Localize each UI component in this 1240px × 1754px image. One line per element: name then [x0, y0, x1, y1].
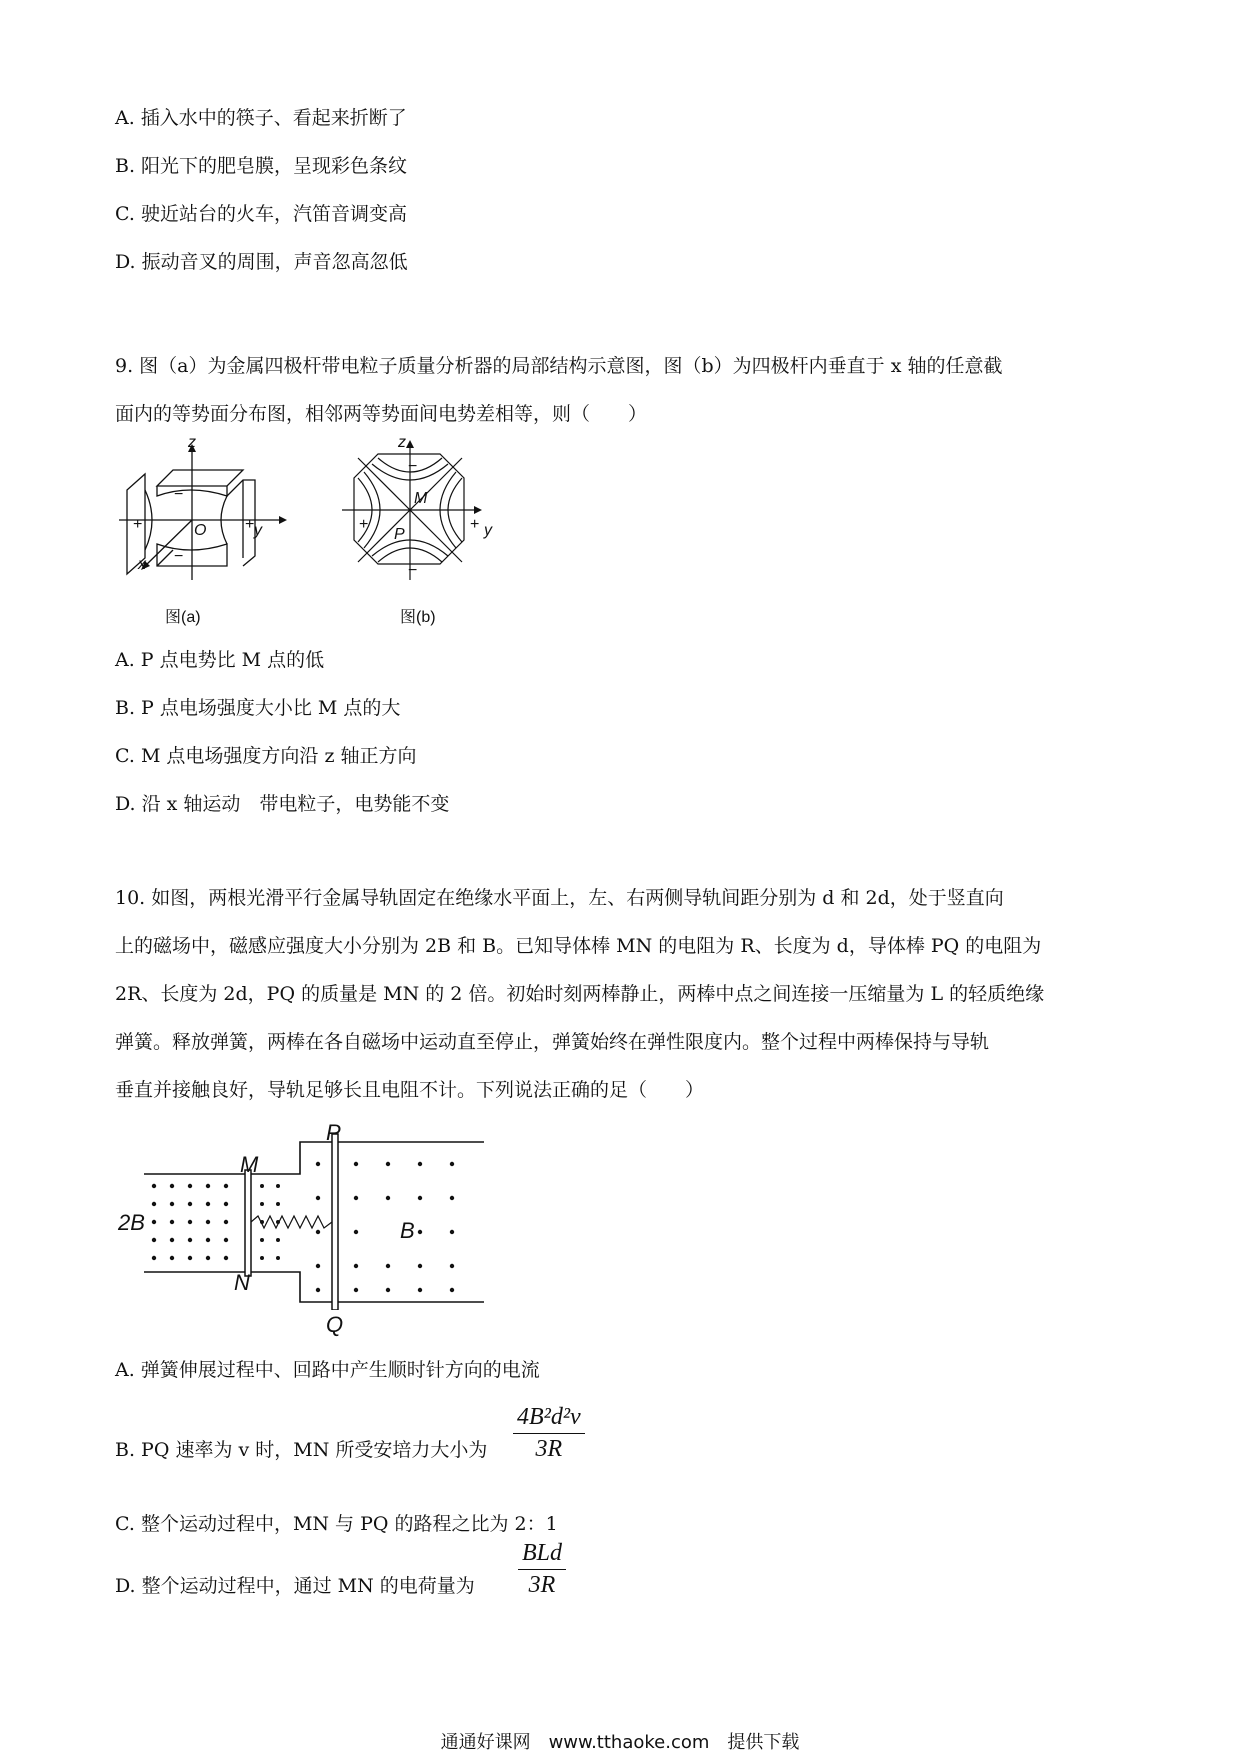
field-dot: [354, 1288, 358, 1292]
field-dot: [224, 1256, 228, 1260]
field-dot: [418, 1230, 422, 1234]
q10-option-b-prefix: B. PQ 速率为 v 时，MN 所受安培力大小为: [115, 1439, 488, 1461]
page-footer: 通通好课网 www.tthaoke.com 提供下载: [440, 1732, 800, 1753]
q10-label-b: B: [400, 1218, 415, 1243]
q9-stem-line-1: 9. 图（a）为金属四极杆带电粒子质量分析器的局部结构示意图，图（b）为四极杆内垂直于 x 轴的任意截: [115, 355, 1003, 377]
field-dot: [188, 1220, 192, 1224]
field-dot: [354, 1230, 358, 1234]
field-dot: [152, 1238, 156, 1242]
field-dot: [152, 1184, 156, 1188]
field-dot: [316, 1264, 320, 1268]
q10-stem-line-3: 2R、长度为 2d，PQ 的质量是 MN 的 2 倍。初始时刻两棒静止，两棒中点之间连接一压缩量为 L 的轻质绝缘: [115, 983, 1045, 1005]
q10-stem-line-1: 10. 如图，两根光滑平行金属导轨固定在绝缘水平面上，左、右两侧导轨间距分别为 d 和 2d，处于竖直向: [115, 887, 1004, 909]
field-dot: [206, 1220, 210, 1224]
q10-option-d-numerator: BLd: [518, 1540, 566, 1570]
field-dot: [188, 1238, 192, 1242]
q10-label-2b: 2B: [118, 1210, 145, 1235]
fig-b-top-minus: −: [408, 458, 418, 475]
field-dot: [188, 1184, 192, 1188]
field-dot: [418, 1288, 422, 1292]
fig-a-left-plus: +: [133, 516, 143, 533]
q8-option-c: C. 驶近站台的火车，汽笛音调变高: [115, 203, 407, 225]
field-dot: [170, 1202, 174, 1206]
field-dot: [206, 1184, 210, 1188]
field-dot: [224, 1202, 228, 1206]
q10-option-a: A. 弹簧伸展过程中、回路中产生顺时针方向的电流: [115, 1359, 540, 1381]
fig-b-left-plus: +: [359, 516, 369, 533]
fig-a-origin: O: [194, 522, 207, 539]
field-dot: [450, 1162, 454, 1166]
fig-b-bottom-minus: −: [408, 562, 418, 579]
q10-label-q: Q: [326, 1312, 344, 1337]
field-dot: [152, 1220, 156, 1224]
fig-a-axis-x: x: [138, 556, 146, 573]
field-dot: [260, 1238, 264, 1242]
q10-option-b-numerator: 4B²d²v: [513, 1404, 585, 1434]
q8-option-d: D. 振动音叉的周围，声音忽高忽低: [115, 251, 408, 273]
q10-stem-line-5: 垂直并接触良好，导轨足够长且电阻不计。下列说法正确的足（ ）: [115, 1079, 705, 1101]
field-dot: [316, 1196, 320, 1200]
field-dot: [450, 1288, 454, 1292]
field-dot: [188, 1202, 192, 1206]
q10-stem-line-2: 上的磁场中，磁感应强度大小分别为 2B 和 B。已知导体棒 MN 的电阻为 R、长度为 d，导体棒 PQ 的电阻为: [115, 935, 1042, 957]
field-dot: [224, 1238, 228, 1242]
q10-stem-line-4: 弹簧。释放弹簧，两棒在各自磁场中运动直至停止，弹簧始终在弹性限度内。整个过程中两棒保持与导轨: [115, 1031, 990, 1053]
field-dot: [276, 1220, 280, 1224]
field-dot: [418, 1162, 422, 1166]
q10-option-b-denominator: 3R: [535, 1436, 563, 1462]
field-dot: [206, 1202, 210, 1206]
field-dot: [260, 1202, 264, 1206]
field-dot: [354, 1264, 358, 1268]
fig-a-axis-z: z: [188, 434, 196, 451]
field-dot: [152, 1202, 156, 1206]
q10-option-d-prefix: D. 整个运动过程中，通过 MN 的电荷量为: [115, 1575, 475, 1597]
field-dot: [170, 1220, 174, 1224]
fig-a-bottom-minus: −: [174, 548, 184, 565]
field-dot: [386, 1264, 390, 1268]
field-dot: [152, 1256, 156, 1260]
field-dot: [386, 1288, 390, 1292]
field-dot: [260, 1184, 264, 1188]
field-dot: [188, 1256, 192, 1260]
field-dot: [418, 1196, 422, 1200]
field-dot: [386, 1162, 390, 1166]
fig-a-axis-y: y: [254, 522, 262, 539]
field-dot: [260, 1220, 264, 1224]
q10-option-c: C. 整个运动过程中，MN 与 PQ 的路程之比为 2：1: [115, 1513, 558, 1535]
field-dot: [224, 1184, 228, 1188]
fig-a-right-plus: +: [245, 516, 255, 533]
field-dot: [276, 1202, 280, 1206]
q9-stem-line-2: 面内的等势面分布图，相邻两等势面间电势差相等，则（ ）: [115, 403, 648, 425]
field-dot: [206, 1238, 210, 1242]
q10-label-p: P: [326, 1120, 341, 1145]
q10-option-d-fraction: [518, 1540, 566, 1599]
field-dot: [316, 1162, 320, 1166]
field-dot: [224, 1220, 228, 1224]
field-dot: [276, 1238, 280, 1242]
fig-b-axis-z: z: [398, 434, 406, 451]
field-dot: [276, 1256, 280, 1260]
q10-option-d-denominator: 3R: [528, 1572, 556, 1598]
q9-option-c: C. M 点电场强度方向沿 z 轴正方向: [115, 745, 417, 767]
q8-option-b: B. 阳光下的肥皂膜，呈现彩色条纹: [115, 155, 408, 177]
field-dot: [260, 1256, 264, 1260]
fig-b-point-m: M: [414, 490, 428, 507]
q8-option-a: A. 插入水中的筷子、看起来折断了: [115, 107, 407, 129]
q9-option-b: B. P 点电场强度大小比 M 点的大: [115, 697, 401, 719]
q9-option-a: A. P 点电势比 M 点的低: [115, 649, 325, 671]
field-dot: [170, 1184, 174, 1188]
field-dot: [354, 1162, 358, 1166]
field-dot: [450, 1196, 454, 1200]
field-dot: [418, 1264, 422, 1268]
field-dot: [316, 1230, 320, 1234]
q10-label-m: M: [240, 1152, 259, 1177]
field-dot: [316, 1288, 320, 1292]
fig-b-caption: 图(b): [400, 609, 436, 626]
field-dot: [276, 1184, 280, 1188]
field-dot: [170, 1256, 174, 1260]
fig-b-point-p: P: [394, 526, 405, 543]
q10-figure: [140, 1130, 510, 1310]
q9-option-d: D. 沿 x 轴运动 带电粒子，电势能不变: [115, 793, 450, 815]
q10-option-b-fraction: [513, 1404, 585, 1463]
q10-label-n: N: [234, 1270, 250, 1295]
field-dot: [450, 1264, 454, 1268]
field-dot: [170, 1238, 174, 1242]
fig-b-right-plus: +: [470, 516, 480, 533]
field-dot: [206, 1256, 210, 1260]
fig-a-caption: 图(a): [165, 609, 201, 626]
fig-a-top-minus: −: [174, 486, 184, 503]
field-dot: [386, 1196, 390, 1200]
field-dot: [450, 1230, 454, 1234]
field-dot: [354, 1196, 358, 1200]
fig-b-axis-y: y: [484, 522, 492, 539]
